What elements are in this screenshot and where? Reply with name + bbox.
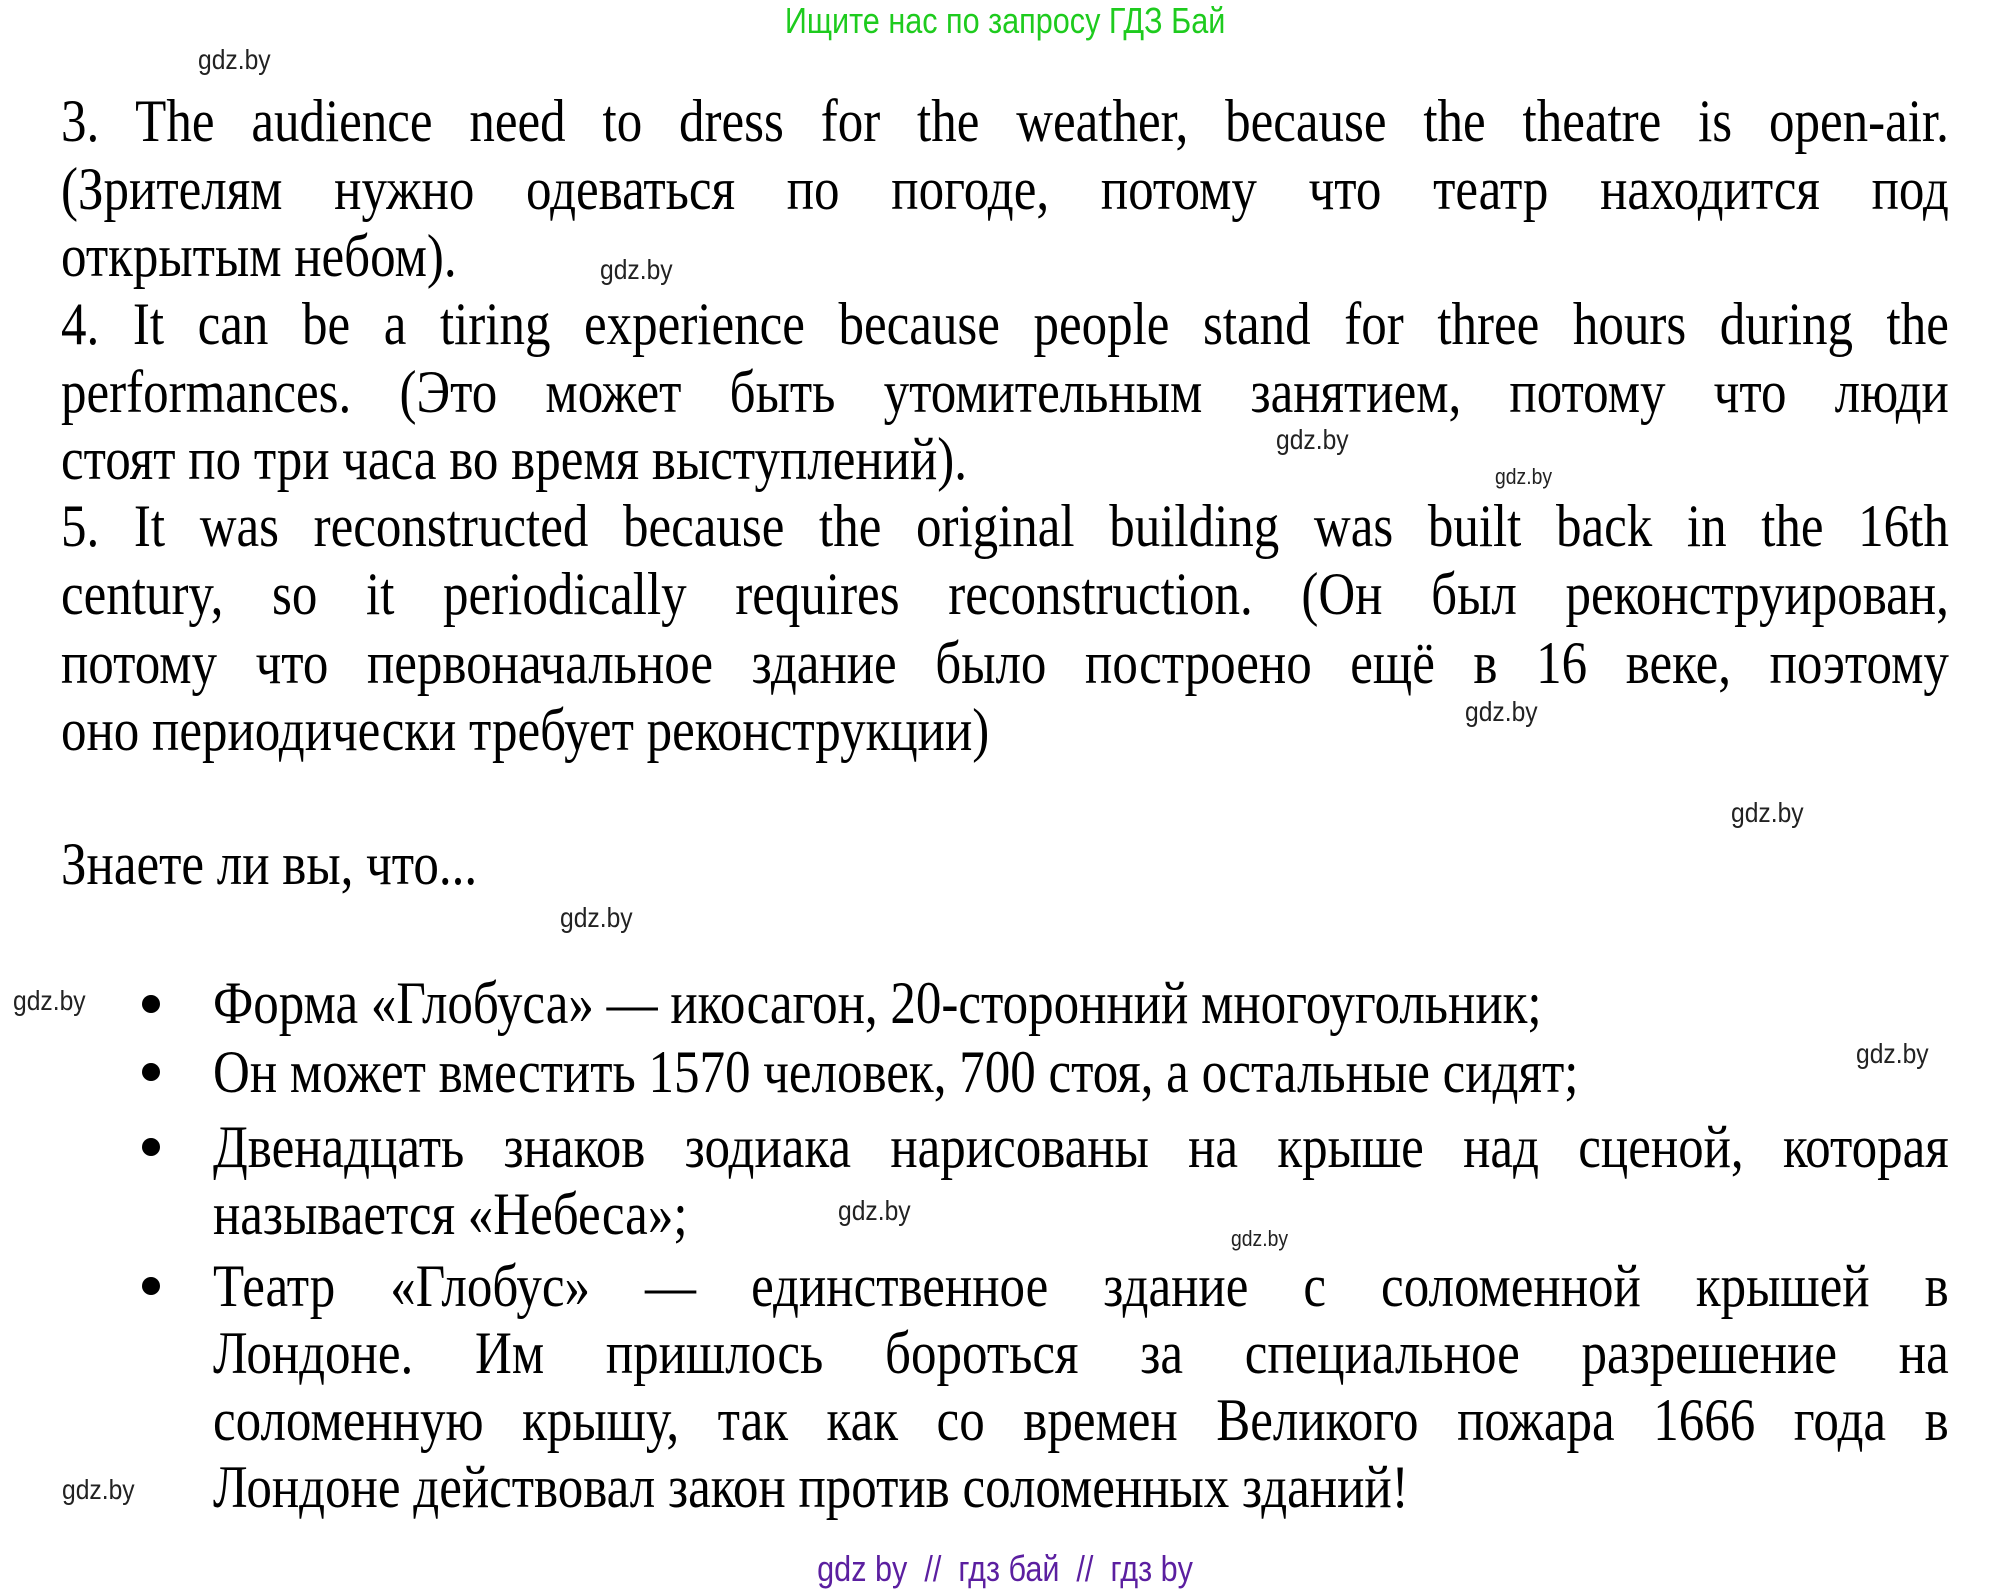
answer-3-line: открытым небом).	[61, 223, 457, 289]
answer-5-line: потому что первоначальное здание было построено ещё в 16 веке, поэтому	[61, 630, 1949, 696]
watermark: gdz.by	[1276, 424, 1349, 455]
watermark: gdz.by	[1465, 696, 1538, 727]
answer-5-line: оно периодически требует реконструкции)	[61, 697, 990, 763]
fact-line: Форма «Глобуса» — икосагон, 20-сторонний многоугольник;	[213, 970, 1542, 1036]
bullet-icon	[142, 1063, 160, 1081]
answer-4-line: стоят по три часа во время выступлений).	[61, 426, 967, 492]
answer-4-line: 4. It can be a tiring experience because people stand for three hours during the	[61, 291, 1949, 357]
answer-4-line: performances. (Это может быть утомительным занятием, потому что люди	[61, 359, 1949, 425]
watermark: gdz.by	[62, 1474, 135, 1505]
watermark: gdz.by	[198, 44, 271, 75]
watermark: gdz.by	[560, 902, 633, 933]
footer-links: gdz by // гдз бай // гдз by	[817, 1548, 1194, 1589]
fact-line: соломенную крышу, так как со времен Великого пожара 1666 года в	[213, 1387, 1949, 1453]
watermark: gdz.by	[1731, 797, 1804, 828]
watermark: gdz.by	[13, 985, 86, 1016]
bullet-icon	[142, 1138, 160, 1156]
search-banner: Ищите нас по запросу ГДЗ Бай	[785, 0, 1226, 41]
watermark: gdz.by	[600, 254, 673, 285]
answer-5-line: century, so it periodically requires reconstruction. (Он был реконструирован,	[61, 561, 1949, 627]
facts-heading: Знаете ли вы, что...	[61, 831, 478, 897]
fact-line: Он может вместить 1570 человек, 700 стоя, а остальные сидят;	[213, 1039, 1579, 1105]
answer-3-line: 3. The audience need to dress for the weather, because the theatre is open-air.	[61, 88, 1949, 154]
fact-line: Лондоне. Им пришлось бороться за специальное разрешение на	[213, 1320, 1949, 1386]
bullet-icon	[142, 1277, 160, 1295]
fact-line: Двенадцать знаков зодиака нарисованы на крыше над сценой, которая	[213, 1114, 1949, 1180]
watermark: gdz.by	[838, 1195, 911, 1226]
answer-5-line: 5. It was reconstructed because the original building was built back in the 16th	[61, 493, 1949, 559]
fact-line: называется «Небеса»;	[213, 1181, 688, 1247]
fact-line: Театр «Глобус» — единственное здание с соломенной крышей в	[213, 1253, 1949, 1319]
fact-line: Лондоне действовал закон против соломенных зданий!	[213, 1454, 1409, 1520]
answer-3-line: (Зрителям нужно одеваться по погоде, потому что театр находится под	[61, 156, 1949, 222]
bullet-icon	[142, 995, 160, 1013]
watermark: gdz.by	[1495, 464, 1553, 489]
watermark: gdz.by	[1231, 1226, 1289, 1251]
watermark: gdz.by	[1856, 1038, 1929, 1069]
